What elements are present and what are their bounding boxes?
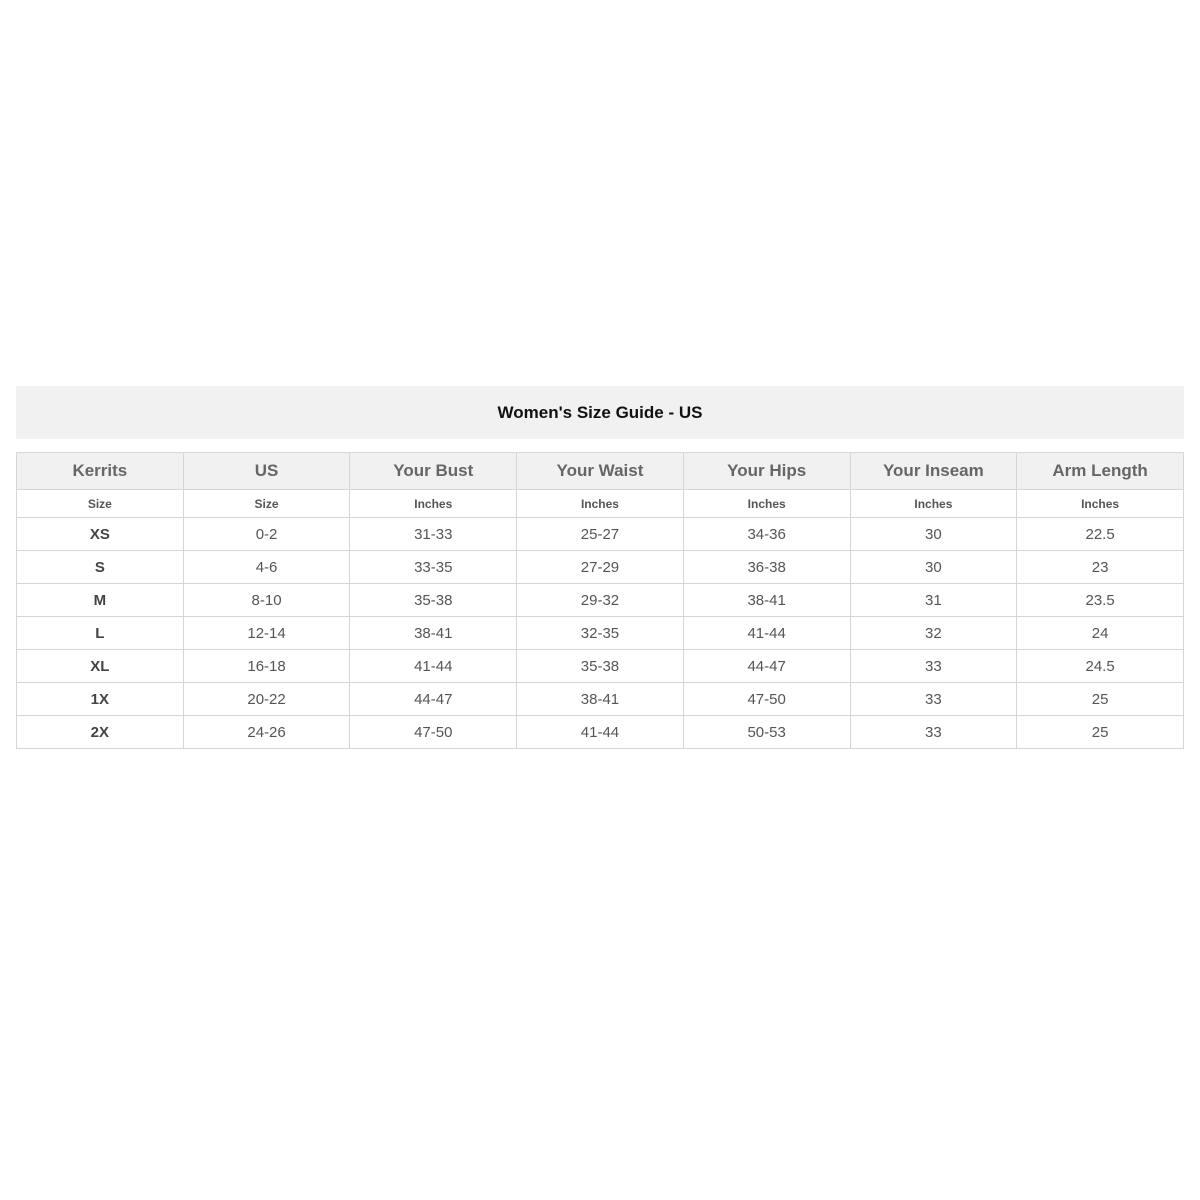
inseam-cell: 33 bbox=[850, 683, 1017, 716]
waist-cell: 32-35 bbox=[517, 617, 684, 650]
inseam-cell: 33 bbox=[850, 716, 1017, 749]
arm-length-cell: 23 bbox=[1017, 551, 1184, 584]
hips-cell: 41-44 bbox=[683, 617, 850, 650]
us-size-cell: 16-18 bbox=[183, 650, 350, 683]
unit-label: Inches bbox=[850, 490, 1017, 518]
size-guide-title: Women's Size Guide - US bbox=[497, 402, 703, 422]
unit-label: Inches bbox=[517, 490, 684, 518]
arm-length-cell: 22.5 bbox=[1017, 518, 1184, 551]
inseam-cell: 33 bbox=[850, 650, 1017, 683]
us-size-cell: 4-6 bbox=[183, 551, 350, 584]
waist-cell: 38-41 bbox=[517, 683, 684, 716]
hips-cell: 44-47 bbox=[683, 650, 850, 683]
hips-cell: 36-38 bbox=[683, 551, 850, 584]
bust-cell: 41-44 bbox=[350, 650, 517, 683]
waist-cell: 27-29 bbox=[517, 551, 684, 584]
unit-row bbox=[17, 490, 1184, 518]
waist-cell: 41-44 bbox=[517, 716, 684, 749]
kerrits-size-cell: XS bbox=[17, 518, 184, 551]
column-header-kerrits: Kerrits bbox=[17, 453, 184, 490]
column-header-arm-length: Arm Length bbox=[1017, 453, 1184, 490]
column-header-hips: Your Hips bbox=[683, 453, 850, 490]
column-header-us: US bbox=[183, 453, 350, 490]
hips-cell: 38-41 bbox=[683, 584, 850, 617]
waist-cell: 25-27 bbox=[517, 518, 684, 551]
hips-cell: 34-36 bbox=[683, 518, 850, 551]
us-size-cell: 12-14 bbox=[183, 617, 350, 650]
column-header-inseam: Your Inseam bbox=[850, 453, 1017, 490]
inseam-cell: 31 bbox=[850, 584, 1017, 617]
table-row bbox=[17, 617, 1184, 650]
kerrits-size-cell: XL bbox=[17, 650, 184, 683]
table-row bbox=[17, 650, 1184, 683]
unit-label: Inches bbox=[1017, 490, 1184, 518]
waist-cell: 35-38 bbox=[517, 650, 684, 683]
arm-length-cell: 24.5 bbox=[1017, 650, 1184, 683]
inseam-cell: 32 bbox=[850, 617, 1017, 650]
table-row bbox=[17, 716, 1184, 749]
us-size-cell: 20-22 bbox=[183, 683, 350, 716]
us-size-cell: 8-10 bbox=[183, 584, 350, 617]
us-size-cell: 24-26 bbox=[183, 716, 350, 749]
column-header-bust: Your Bust bbox=[350, 453, 517, 490]
size-guide-table bbox=[16, 452, 1184, 749]
bust-cell: 35-38 bbox=[350, 584, 517, 617]
table-row bbox=[17, 518, 1184, 551]
size-guide-title-bar bbox=[16, 386, 1184, 439]
table-header-row bbox=[17, 453, 1184, 490]
table-row bbox=[17, 551, 1184, 584]
arm-length-cell: 25 bbox=[1017, 716, 1184, 749]
waist-cell: 29-32 bbox=[517, 584, 684, 617]
bust-cell: 38-41 bbox=[350, 617, 517, 650]
kerrits-size-cell: 2X bbox=[17, 716, 184, 749]
unit-label: Inches bbox=[683, 490, 850, 518]
unit-label: Size bbox=[183, 490, 350, 518]
arm-length-cell: 24 bbox=[1017, 617, 1184, 650]
us-size-cell: 0-2 bbox=[183, 518, 350, 551]
kerrits-size-cell: 1X bbox=[17, 683, 184, 716]
column-header-waist: Your Waist bbox=[517, 453, 684, 490]
kerrits-size-cell: M bbox=[17, 584, 184, 617]
arm-length-cell: 25 bbox=[1017, 683, 1184, 716]
bust-cell: 44-47 bbox=[350, 683, 517, 716]
unit-label: Inches bbox=[350, 490, 517, 518]
kerrits-size-cell: L bbox=[17, 617, 184, 650]
table-row bbox=[17, 683, 1184, 716]
inseam-cell: 30 bbox=[850, 518, 1017, 551]
hips-cell: 47-50 bbox=[683, 683, 850, 716]
bust-cell: 47-50 bbox=[350, 716, 517, 749]
table-row bbox=[17, 584, 1184, 617]
arm-length-cell: 23.5 bbox=[1017, 584, 1184, 617]
hips-cell: 50-53 bbox=[683, 716, 850, 749]
kerrits-size-cell: S bbox=[17, 551, 184, 584]
bust-cell: 31-33 bbox=[350, 518, 517, 551]
unit-label: Size bbox=[17, 490, 184, 518]
inseam-cell: 30 bbox=[850, 551, 1017, 584]
bust-cell: 33-35 bbox=[350, 551, 517, 584]
